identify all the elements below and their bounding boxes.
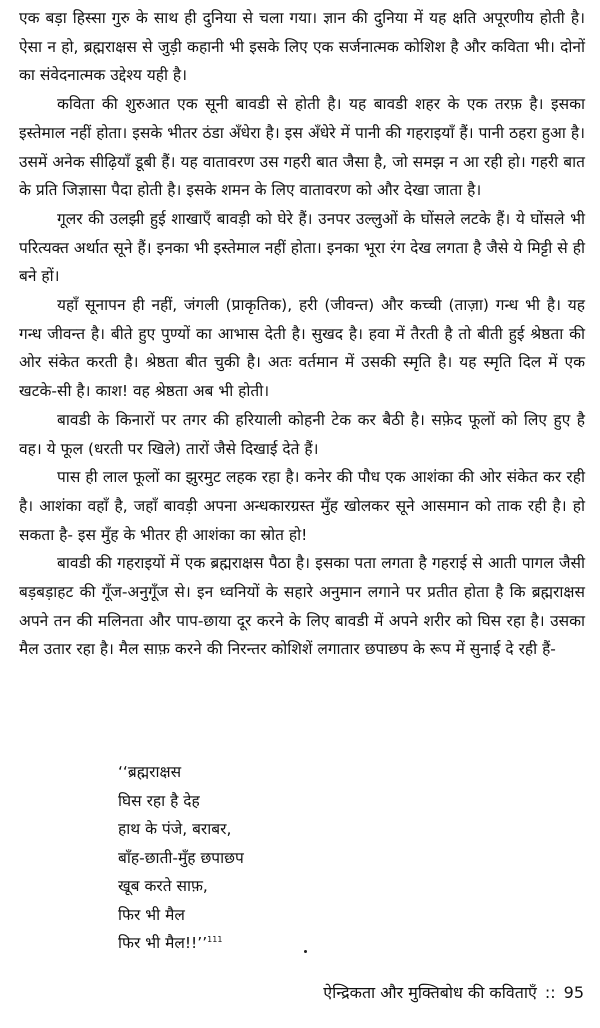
paragraph-continuation: एक बड़ा हिस्सा गुरु के साथ ही दुनिया से चला गया। ज्ञान की दुनिया में यह क्षति अपूरणीय होती है। ऐसा न हो, ब्रह्मराक्षस से जुड़ी कहानी भी इसके लिए एक सर्जनात्मक कोशिश है और कविता भी। दोनों का संवेदनात्मक उद्देश्य यही है। [19,9,585,85]
paragraph-tagar-greenery: बावडी के किनारों पर तगर की हरियाली कोहनी टेक कर बैठी है। सफ़ेद फूलों को लिए हुए है वह। ये फूल (धरती पर खिले) तारों जैसे दिखाई देते हैं। [19,410,585,458]
paragraph-desolation-smell: यहाँ सूनापन ही नहीं, जंगली (प्राकृतिक), हरी (जीवन्त) और कच्ची (ताज़ा) गन्ध भी है। यह गन्ध जीवन्त है। बीते हुए पुण्यों का आभास देती है। सुखद है। हवा में तैरती है तो बीती हुई श्रेष्ठता की ओर संकेत करती है। श्रेष्ठता बीत चुकी है। अतः वर्तमान में उसकी स्मृति है। यह स्मृति दिल में एक खटके-सी है। काश! वह श्रेष्ठता अब भी होती। [19,296,585,401]
paragraph-stepwell-intro: कविता की शुरुआत एक सूनी बावडी से होती है। यह बावडी शहर के एक तरफ़ है। इसका इस्तेमाल नहीं होता। इसके भीतर ठंडा अँधेरा है। इस अँधेरे में पानी की गहराइयाँ हैं। पानी ठहरा हुआ है। उसमें अनेक सीढ़ियाँ डूबी हैं। यह वातावरण उस गहरी बात जैसा है, जो समझ न आ रही हो। गहरी बात के प्रति जिज्ञासा पैदा होती है। इसके शमन के लिए वातावरण को और देखा जाता है। [19,95,585,200]
poem-last-line-text: फिर भी मैल!!’’ [118,934,208,952]
poem-line: हाथ के पंजे, बराबर, [118,820,232,838]
footnote-reference: 111 [207,934,223,944]
poem-last-line [118,929,518,958]
running-title: ऐन्द्रिकता और मुक्तिबोध की कविताएँ [323,983,537,1002]
page-footer [323,981,584,1005]
body-text [19,4,585,664]
poem-quote [118,758,518,958]
poem-line: बाँह-छाती-मुँह छपाछप [118,848,244,867]
footer-separator: :: [544,983,556,1002]
poem-line: ‘‘ब्रह्मराक्षस [118,763,182,781]
poem-line: फिर भी मैल [118,905,185,924]
print-speck [304,950,307,953]
poem-line: खूब करते साफ़, [118,877,208,895]
paragraph-fig-branches: गूलर की उलझी हुई शाखाएँ बावड़ी को घेरे हैं। उनपर उल्लुओं के घोंसले लटके हैं। ये घोंसले भी परित्यक्त अर्थात सूने हैं। इनका भी इस्तेमाल नहीं होता। इनका भूरा रंग देख लगता है जैसे ये मिट्टी से ही बने हों। [19,209,585,286]
paragraph-brahmarakshas: बावडी की गहराइयों में एक ब्रह्मराक्षस पैठा है। इसका पता लगता है गहराई से आती पागल जैसी बड़बड़ाहट की गूँज-अनुगूँज से। इन ध्वनियों के सहारे अनुमान लगाने पर प्रतीत होता है कि ब्रह्मराक्षस अपने तन की मलिनता और पाप-छाया दूर करने के लिए बावडी में अपने शरीर को घिस रहा है। उसका मैल उतार रहा है। मैल साफ़ करने की निरन्तर कोशिशें लगातार छपाछप के रूप में सुनाई दे रही हैं- [19,554,585,659]
paragraph-red-flowers: पास ही लाल फूलों का झुरमुट लहक रहा है। कनेर की पौध एक आशंका की ओर संकेत कर रही है। आशंका वहाँ है, जहाँ बावड़ी अपना अन्धकारग्रस्त मुँह खोलकर सूने आसमान को ताक रही है। हो सकता है- इस मुँह के भीतर ही आशंका का स्रोत हो! [19,468,585,544]
page-number: 95 [563,983,584,1002]
poem-line: घिस रहा है देह [118,791,200,810]
